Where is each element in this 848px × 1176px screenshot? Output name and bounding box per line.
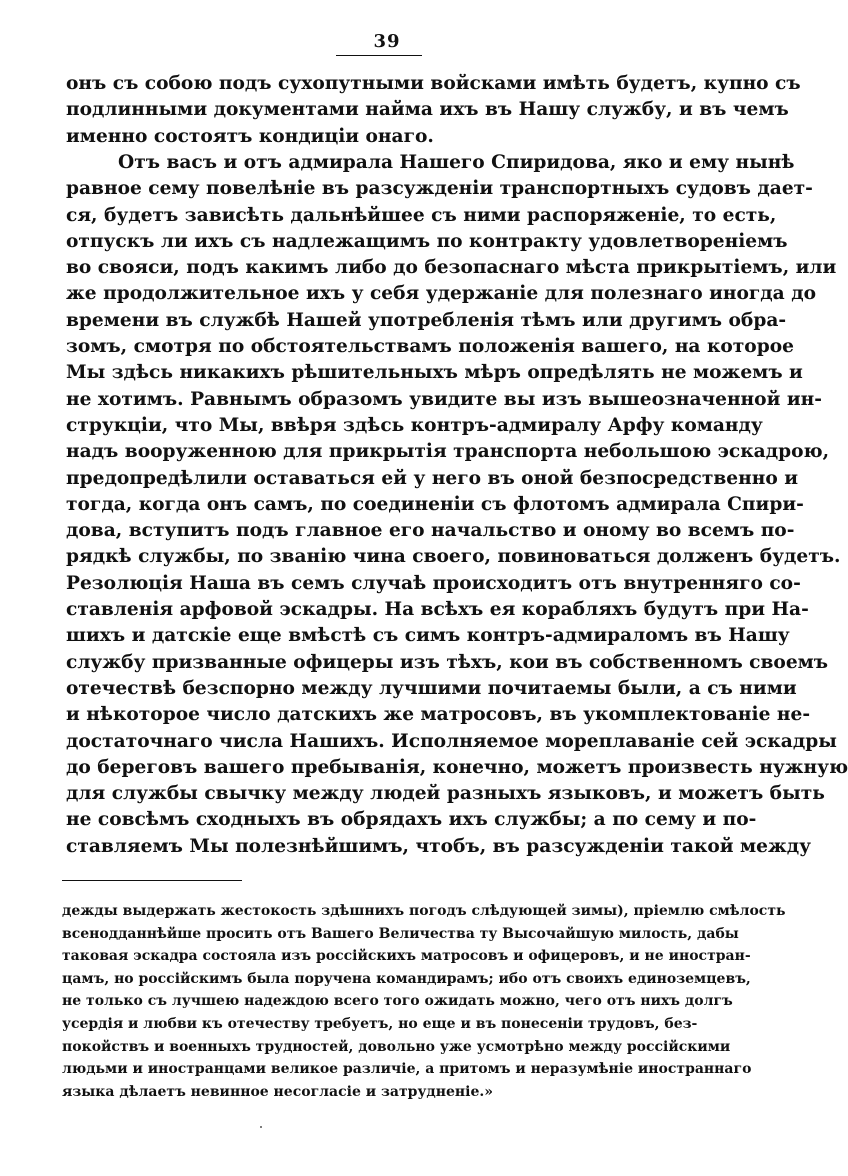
text-line: времени въ службѣ Нашей употребленія тѣмъ или другимъ обра- [66, 309, 787, 331]
footnote-line: языка дѣлаетъ невинное несогласіе и затрудненіе.» [62, 1083, 493, 1100]
text-line: Отъ васъ и отъ адмирала Нашего Спиридова, яко и ему нынѣ [118, 151, 795, 173]
text-line: тогда, когда онъ самъ, по соединеніи съ флотомъ адмирала Спири- [66, 493, 804, 515]
text-line: во свояси, подъ какимъ либо до безопаснаго мѣста прикрытіемъ, или [66, 257, 837, 279]
text-line: подлинными документами найма ихъ въ Нашу службу, и въ чемъ [66, 99, 789, 121]
text-line: достаточнаго числа Нашихъ. Исполняемое мореплаваніе сей эскадры [66, 730, 837, 752]
text-line: рядкѣ службы, по званію чина своего, повиноваться долженъ будетъ. [66, 546, 841, 568]
footnote-line: дежды выдержать жестокость здѣшнихъ погодъ слѣдующей зимы), пріемлю смѣлость [62, 903, 786, 919]
footnote-line: всенодданнѣйше просить отъ Вашего Величества ту Высочайшую милость, дабы [62, 925, 739, 942]
text-line: ставленія арфовой эскадры. На всѣхъ ея корабляхъ будутъ при На- [66, 599, 809, 620]
text-line: не совсѣмъ сходныхъ въ обрядахъ ихъ службы; а по сему и по- [66, 809, 757, 831]
text-line: онъ съ собою подъ сухопутными войсками имѣть будетъ, купно съ [66, 73, 801, 94]
text-line: отечествѣ безспорно между лучшими почитаемы были, а съ ними [66, 677, 797, 699]
text-line: для службы свычку между людей разныхъ языковъ, и можетъ быть [66, 783, 825, 805]
footnote-line: не только съ лучшею надеждою всего того ожидать можно, чего отъ нихъ долгъ [62, 993, 733, 1010]
text-line: струкціи, что Мы, ввѣря здѣсь контръ-адмиралу Арфу команду [66, 414, 763, 436]
text-line: шихъ и датскіе еще вмѣстѣ съ симъ контръ-адмираломъ въ Нашу [66, 625, 790, 647]
print-speck [260, 1126, 262, 1128]
footnote-line: усердія и любви къ отечеству требуетъ, но еще и въ понесеніи трудовъ, без- [62, 1016, 698, 1032]
text-line: не хотимъ. Равнымъ образомъ увидите вы изъ вышеозначенной ин- [66, 388, 822, 410]
text-line: отпускъ ли ихъ съ надлежащимъ по контракту удовлетвореніемъ [66, 230, 788, 252]
text-line: до береговъ вашего пребыванія, конечно, можетъ произвесть нужную [66, 756, 848, 778]
text-line: именно состоятъ кондиціи онаго. [66, 125, 434, 147]
text-line: Мы здѣсь никакихъ рѣшительныхъ мѣръ опредѣлять не можемъ и [66, 362, 803, 384]
footnote-line: людьми и иностранцами великое различіе, а притомъ и неразумѣніе иностраннаго [62, 1061, 752, 1078]
text-line: надъ вооруженною для прикрытія транспорта небольшою эскадрою, [66, 441, 830, 463]
text-line: Резолюція Наша въ семъ случаѣ происходитъ отъ внутренняго со- [66, 572, 801, 594]
page-number: 39 [373, 31, 401, 52]
footnote-line: таковая эскадра состояла изъ россійскихъ матросовъ и офицеровъ, и не иностран- [62, 948, 751, 965]
text-line: ставляемъ Мы полезнѣйшимъ, чтобъ, въ разсужденіи такой между [66, 835, 812, 857]
text-line: и нѣкоторое число датскихъ же матросовъ, въ укомплектованіе не- [66, 704, 811, 726]
text-line: ся, будетъ зависѣть дальнѣйшее съ ними распоряженіе, то есть, [66, 204, 777, 226]
footnote-line: покойствъ и военныхъ трудностей, довольно уже усмотрѣно между россійскими [62, 1038, 731, 1055]
text-line: зомъ, смотря по обстоятельствамъ положенія вашего, на которое [66, 336, 794, 357]
page-number-rule [336, 55, 422, 56]
footnote-line: цамъ, но россійскимъ была поручена командирамъ; ибо отъ своихъ единоземцевъ, [62, 970, 751, 987]
text-line: же продолжительное ихъ у себя удержаніе для полезнаго иногда до [66, 283, 816, 305]
text-line: равное сему повелѣніе въ разсужденіи транспортныхъ судовъ дает- [66, 178, 813, 200]
text-line: службу призванные офицеры изъ тѣхъ, кои въ собственномъ своемъ [66, 651, 829, 673]
text-line: дова, вступитъ подъ главное его начальство и оному во всемъ по- [66, 520, 795, 542]
footnote-separator [62, 880, 242, 881]
text-line: предопредѣлили оставаться ей у него въ оной безпосредственно и [66, 467, 798, 489]
